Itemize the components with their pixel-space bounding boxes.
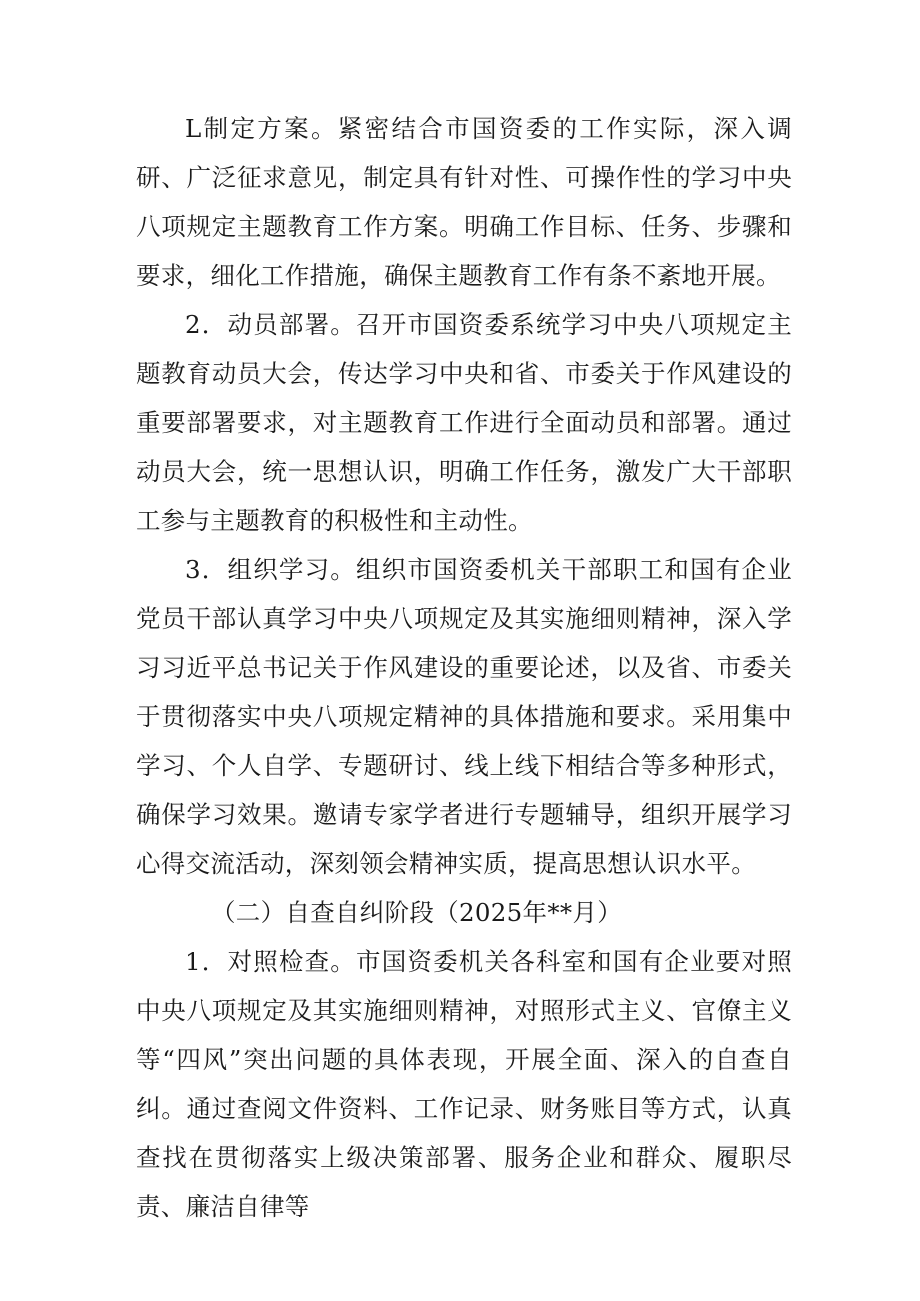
paragraph-compare-check: 1．对照检查。市国资委机关各科室和国有企业要对照中央八项规定及其实施细则精神，对照形式主义、官僚主义等“四风”突出问题的具体表现，开展全面、深入的自查自纠。通过查阅文件资料、工作记录、财务账目等方式，认真查找在贯彻落实上级决策部署、服务企业和群众、履职尽责、廉洁自律等 — [136, 947, 792, 1221]
paragraph-organize-study: 3．组织学习。组织市国资委机关干部职工和国有企业党员干部认真学习中央八项规定及其实施细则精神，深入学习习近平总书记关于作风建设的重要论述，以及省、市委关于贯彻落实中央八项规定精神的具体措施和要求。采用集中学习、个人自学、专题研讨、线上线下相结合等多种形式，确保学习效果。邀请专家学者进行专题辅导，组织开展学习心得交流活动，深刻领会精神实质，提高思想认识水平。 — [136, 555, 792, 878]
section-heading-self-inspection: （二）自查自纠阶段（2025年**月） — [211, 898, 623, 927]
paragraph-mobilization: 2．动员部署。召开市国资委系统学习中央八项规定主题教育动员大会，传达学习中央和省、市委关于作风建设的重要部署要求，对主题教育工作进行全面动员和部署。通过动员大会，统一思想认识，明确工作任务，激发广大干部职工参与主题教育的积极性和主动性。 — [136, 310, 792, 535]
document-body — [136, 104, 792, 1231]
paragraph-formulate-plan: L制定方案。紧密结合市国资委的工作实际，深入调研、广泛征求意见，制定具有针对性、可操作性的学习中央八项规定主题教育工作方案。明确工作目标、任务、步骤和要求，细化工作措施，确保主题教育工作有条不紊地开展。 — [136, 114, 792, 290]
